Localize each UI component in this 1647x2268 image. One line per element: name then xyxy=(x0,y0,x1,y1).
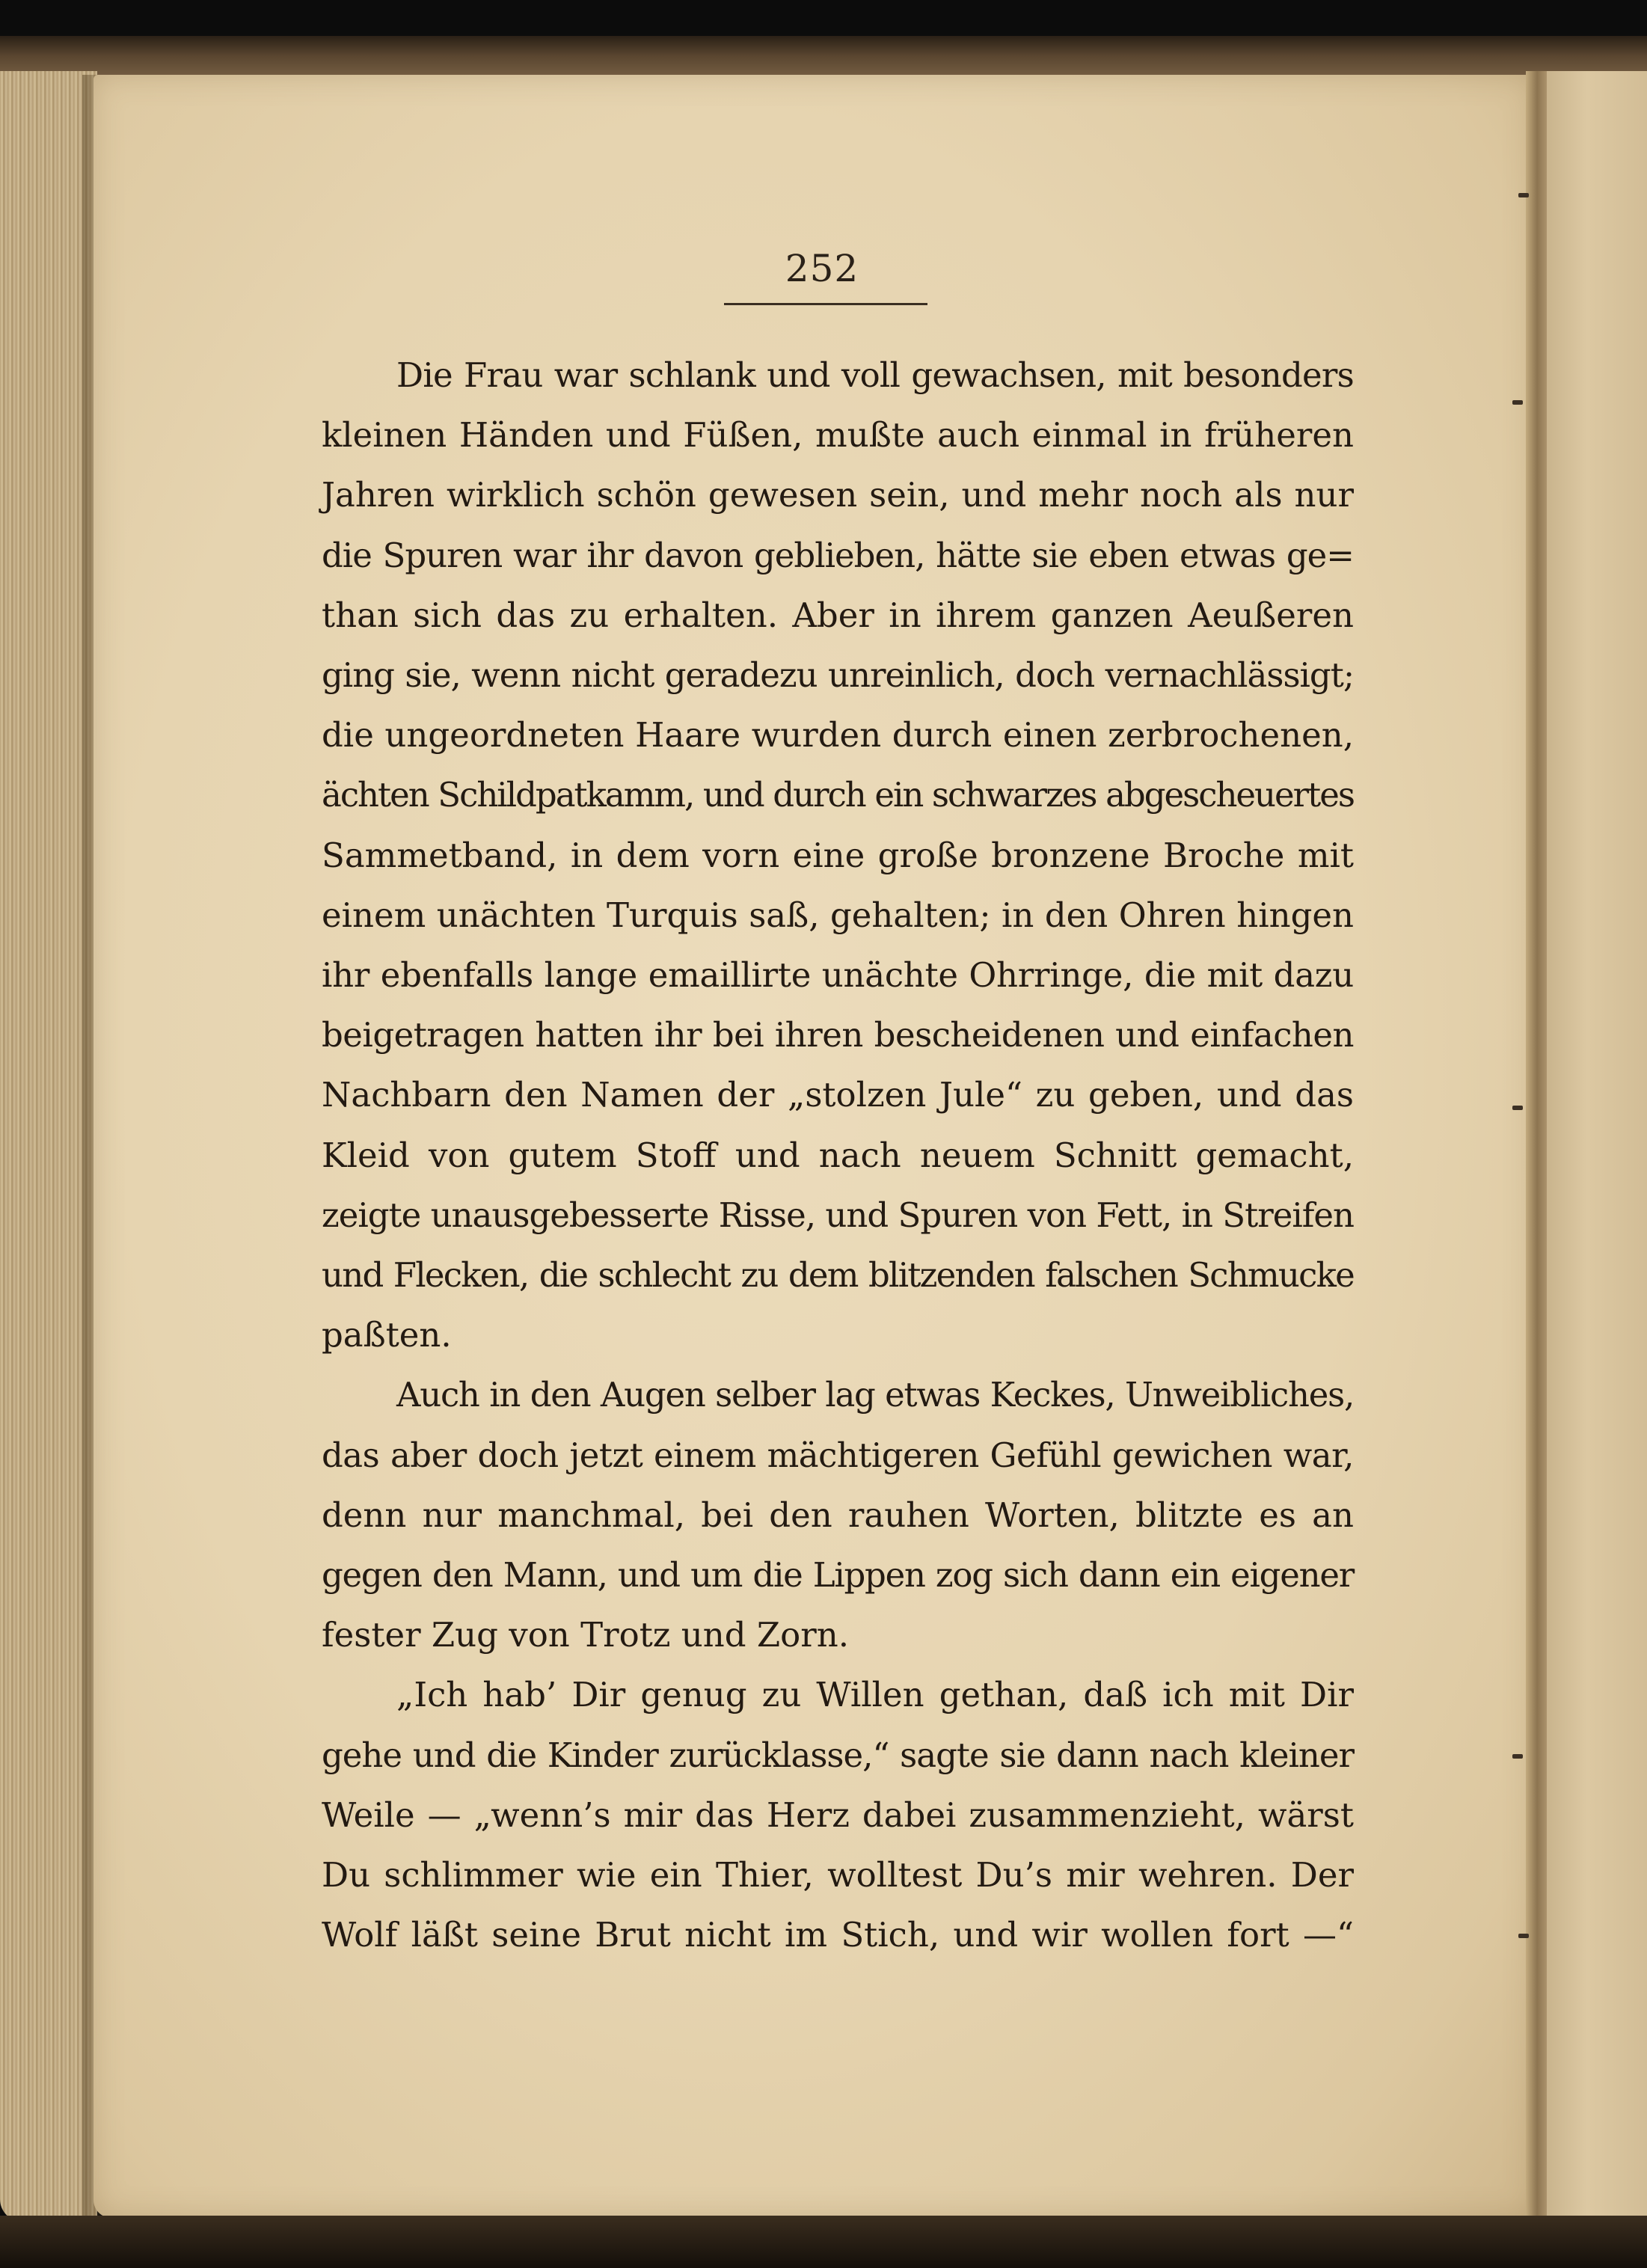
text-line: than sich das zu erhalten. Aber in ihrem ganzen Aeußeren xyxy=(322,595,1354,635)
binding-thread-mark xyxy=(1512,1754,1523,1759)
facing-page-edge xyxy=(1547,71,1647,2225)
book-gutter xyxy=(1526,71,1548,2225)
paragraph xyxy=(322,1665,1354,1965)
paragraph xyxy=(322,346,1354,1365)
body-text xyxy=(322,346,1354,1965)
binding-thread-mark xyxy=(1518,193,1529,197)
text-line: denn nur manchmal, bei den rauhen Worten, blitzte es an xyxy=(322,1495,1354,1535)
text-line: Auch in den Augen selber lag etwas Keckes, Unweibliches, xyxy=(396,1375,1354,1415)
text-line: Weile — „wenn’s mir das Herz dabei zusammenzieht, wärst xyxy=(322,1795,1354,1835)
paragraph xyxy=(322,1365,1354,1665)
text-line: Wolf läßt seine Brut nicht im Stich, und wir wollen fort —“ xyxy=(322,1915,1354,1955)
text-line: ihr ebenfalls lange emaillirte unächte Ohrringe, die mit dazu xyxy=(322,955,1354,996)
text-line: Jahren wirklich schön gewesen sein, und mehr noch als nur xyxy=(322,475,1354,515)
page-number-text: 252 xyxy=(785,247,859,290)
text-line: die Spuren war ihr davon geblieben, hätte sie eben etwas ge= xyxy=(322,535,1354,575)
binding-thread-mark xyxy=(1518,1934,1529,1938)
text-line: Die Frau war schlank und voll gewachsen, mit besonders xyxy=(396,355,1354,395)
text-line: kleinen Händen und Füßen, mußte auch einmal in früheren xyxy=(322,415,1354,456)
text-line: fester Zug von Trotz und Zorn. xyxy=(322,1615,850,1655)
text-line: Nachbarn den Namen der „stolzen Jule“ zu geben, und das xyxy=(322,1075,1354,1115)
binding-thread-mark xyxy=(1512,1106,1523,1110)
text-line: das aber doch jetzt einem mächtigeren Gefühl gewichen war, xyxy=(322,1435,1354,1475)
text-line: einem unächten Turquis saß, gehalten; in den Ohren hingen xyxy=(322,895,1354,935)
text-line: und Flecken, die schlecht zu dem blitzenden falschen Schmucke xyxy=(322,1255,1354,1296)
text-line: „Ich hab’ Dir genug zu Willen gethan, daß ich mit Dir xyxy=(396,1675,1354,1715)
binding-thread-mark xyxy=(1512,400,1523,405)
text-line: zeigte unausgebesserte Risse, und Spuren von Fett, in Streifen xyxy=(322,1195,1354,1235)
book-cover-edge xyxy=(0,36,1647,81)
book-bottom-edge xyxy=(0,2216,1647,2268)
text-line: Kleid von gutem Stoff und nach neuem Schnitt gemacht, xyxy=(322,1135,1354,1175)
text-line: ächten Schildpatkamm, und durch ein schwarzes abgescheuertes xyxy=(322,775,1354,815)
text-line: die ungeordneten Haare wurden durch einen zerbrochenen, xyxy=(322,715,1354,756)
text-line: beigetragen hatten ihr bei ihren bescheidenen und einfachen xyxy=(322,1015,1354,1055)
text-line: paßten. xyxy=(322,1315,452,1355)
text-line: Sammetband, in dem vorn eine große bronzene Broche mit xyxy=(322,835,1354,875)
text-line: Du schlimmer wie ein Thier, wolltest Du’s mir wehren. Der xyxy=(322,1855,1354,1895)
text-line: gehe und die Kinder zurücklasse,“ sagte sie dann nach kleiner xyxy=(322,1735,1354,1775)
page-number xyxy=(0,247,1647,290)
text-line: ging sie, wenn nicht geradezu unreinlich, doch vernachlässigt; xyxy=(322,655,1354,696)
text-line: gegen den Mann, und um die Lippen zog sich dann ein eigener xyxy=(322,1555,1354,1596)
header-rule xyxy=(724,303,927,305)
